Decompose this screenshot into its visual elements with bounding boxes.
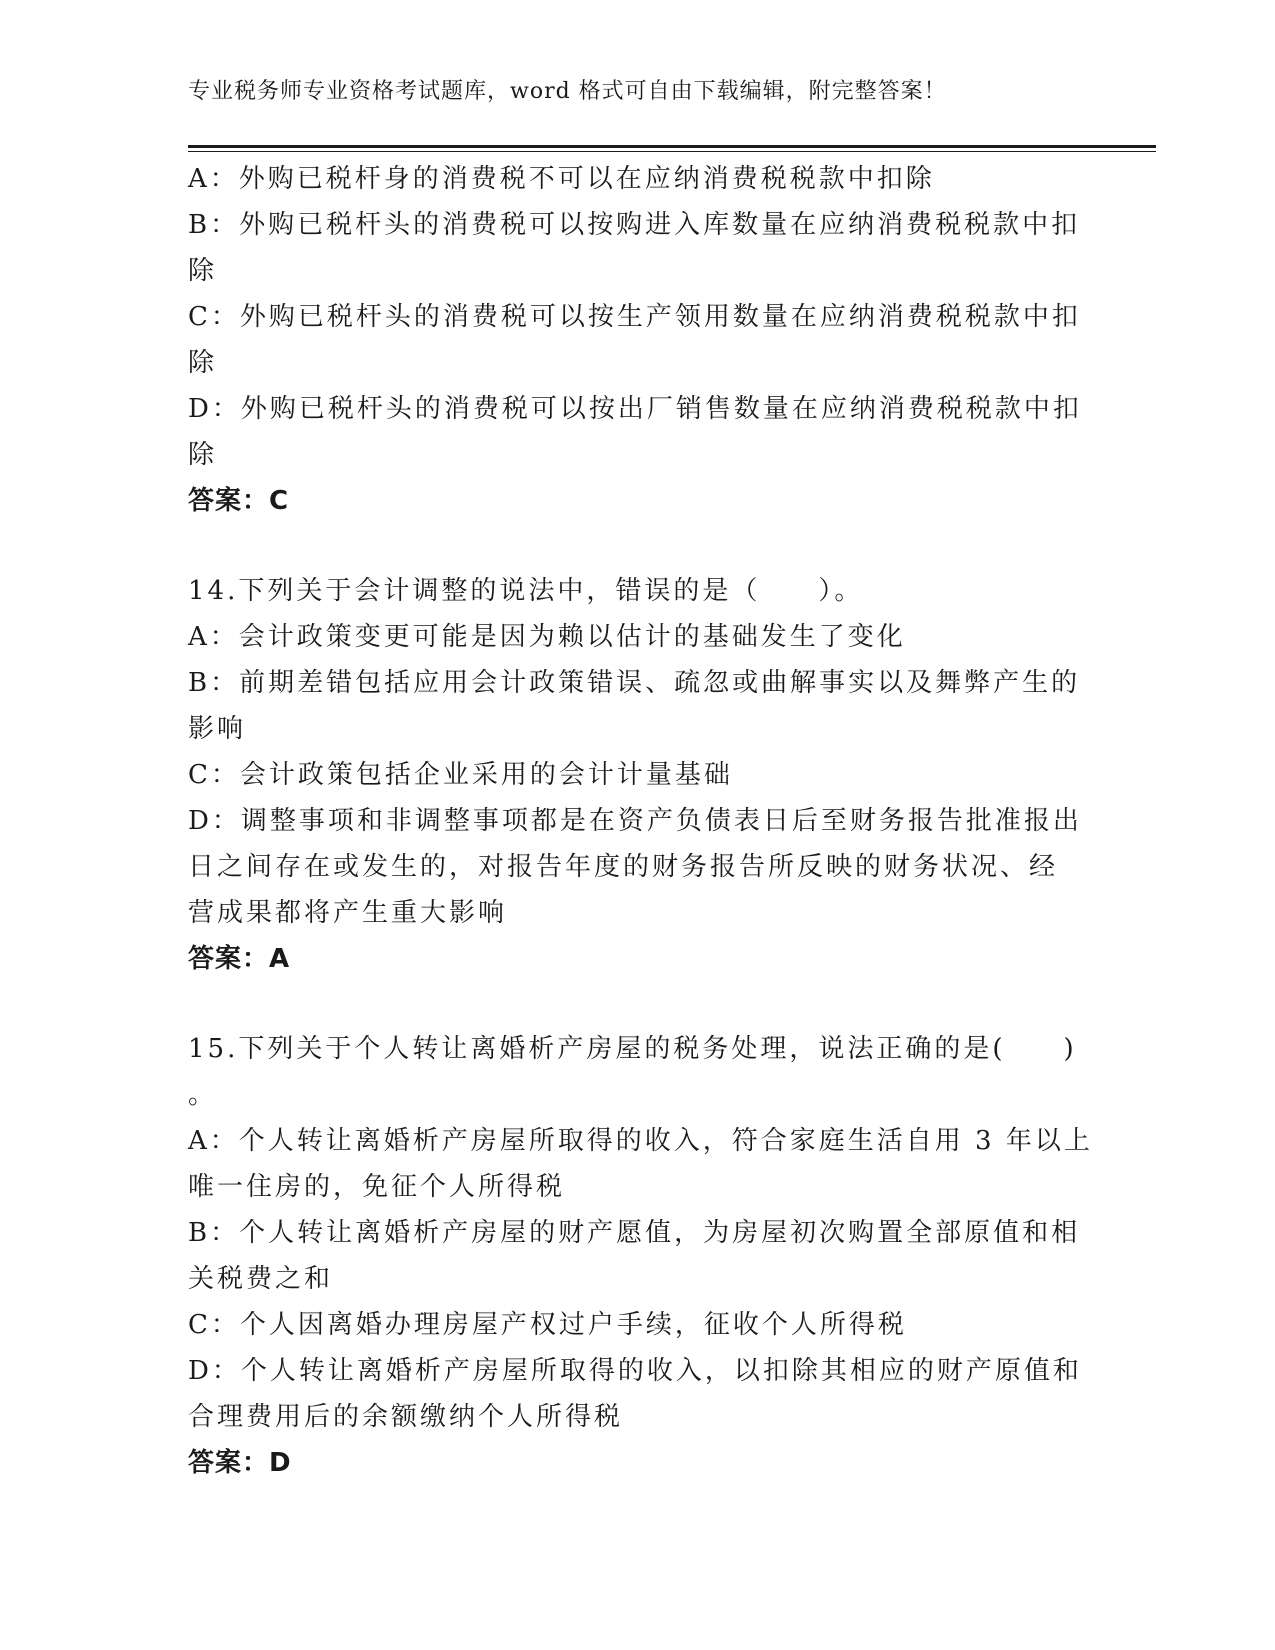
- spacer: [188, 524, 1088, 568]
- option-d-line: 除: [188, 440, 218, 470]
- option-a-line: A：会计政策变更可能是因为赖以估计的基础发生了变化: [188, 622, 906, 652]
- option-d-line: D：个人转让离婚析产房屋所取得的收入，以扣除其相应的财产原值和: [188, 1356, 1082, 1386]
- option-d-line: 日之间存在或发生的，对报告年度的财务报告所反映的财务状况、经: [188, 852, 1059, 882]
- header-rule-thick: [188, 145, 1156, 148]
- option-d-line: 营成果都将产生重大影响: [188, 898, 508, 928]
- question-14: [188, 568, 1088, 982]
- option-d-line: D：调整事项和非调整事项都是在资产负债表日后至财务报告批准报出: [188, 806, 1082, 836]
- answer-label: 答案：D: [188, 1448, 292, 1478]
- option-d-line: D：外购已税杆头的消费税可以按出厂销售数量在应纳消费税税款中扣: [188, 394, 1082, 424]
- option-b-line: 关税费之和: [188, 1264, 334, 1294]
- option-a-line: A：外购已税杆身的消费税不可以在应纳消费税税款中扣除: [188, 164, 935, 194]
- answer-label: 答案：C: [188, 486, 290, 516]
- page-header: 专业税务师专业资格考试题库，word 格式可自由下载编辑，附完整答案！: [188, 79, 947, 104]
- option-c-line: C：个人因离婚办理房屋产权过户手续，征收个人所得税: [188, 1310, 907, 1340]
- option-a-line: 唯一住房的，免征个人所得税: [188, 1172, 566, 1202]
- option-c-line: C：外购已税杆头的消费税可以按生产领用数量在应纳消费税税款中扣: [188, 302, 1081, 332]
- question-stem: 14.下列关于会计调整的说法中，错误的是（ ）。: [188, 576, 864, 606]
- option-d-line: 合理费用后的余额缴纳个人所得税: [188, 1402, 624, 1432]
- answer-label: 答案：A: [188, 944, 291, 974]
- question-stem: 15.下列关于个人转让离婚析产房屋的税务处理，说法正确的是( ): [188, 1034, 1077, 1064]
- option-b-line: 影响: [188, 714, 247, 744]
- option-b-line: B：外购已税杆头的消费税可以按购进入库数量在应纳消费税税款中扣: [188, 210, 1081, 240]
- option-c-line: C：会计政策包括企业采用的会计计量基础: [188, 760, 733, 790]
- question-13: [188, 156, 1088, 524]
- option-a-line: A：个人转让离婚析产房屋所取得的收入，符合家庭生活自用 3 年以上: [188, 1126, 1093, 1156]
- option-b-line: 除: [188, 256, 218, 286]
- document-body: [188, 156, 1093, 1486]
- spacer: [188, 982, 1088, 1026]
- option-b-line: B：前期差错包括应用会计政策错误、疏忽或曲解事实以及舞弊产生的: [188, 668, 1081, 698]
- question-15: [188, 1026, 1093, 1486]
- question-stem: 。: [188, 1080, 218, 1110]
- option-c-line: 除: [188, 348, 218, 378]
- header-rule-thin: [188, 151, 1156, 152]
- option-b-line: B：个人转让离婚析产房屋的财产愿值，为房屋初次购置全部原值和相: [188, 1218, 1081, 1248]
